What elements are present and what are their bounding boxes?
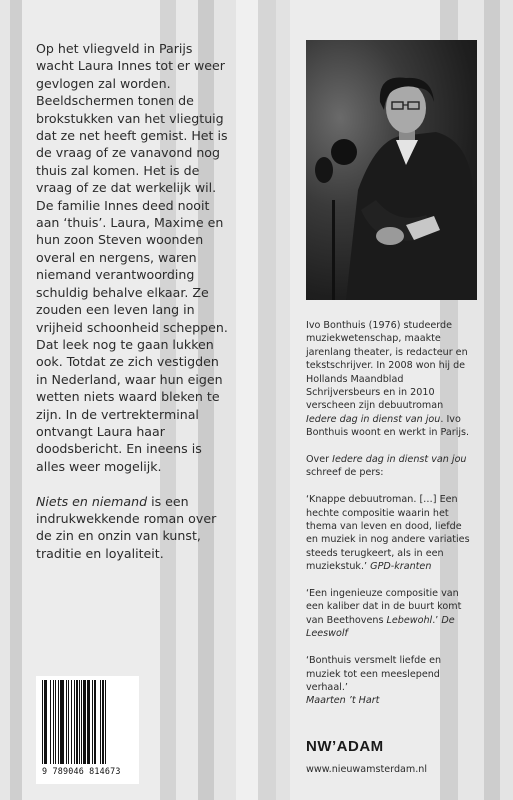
author-photo xyxy=(306,40,477,300)
review-quote: ‘Knappe debuutroman. […] Een hechte compositie waarin het thema van leven en dood, liefde en muziek in nog andere variaties steeds terugkeert, als in een muziekstuk.’ GPD-kranten xyxy=(306,494,470,573)
review-quote: ‘Bonthuis versmelt liefde en muziek tot een meeslepend verhaal.’ Maarten ’t Hart xyxy=(306,655,442,707)
publisher-logo: NW’ADAM xyxy=(306,738,384,755)
publisher-website[interactable]: www.nieuwamsterdam.nl xyxy=(306,764,428,775)
barcode-bar xyxy=(106,680,107,764)
review-quote: ‘Een ingenieuze compositie van een kaliber dat in de buurt komt van Beethovens Lebewohl.’ De Leeswolf xyxy=(306,588,462,640)
barcode-bars xyxy=(42,680,133,764)
isbn-barcode xyxy=(36,676,139,784)
author-bio: Ivo Bonthuis (1976) studeerde muziekwetenschap, maakte jarenlang theater, is redacteur en tekstschrijver. In 2008 won hij de Hollands Maandblad Schrijversbeurs en in 2010 verscheen zijn debuutroman Iedere dag in dienst van jou. Ivo Bonthuis woont en werkt in Parijs. xyxy=(306,320,470,439)
blurb-column xyxy=(36,40,232,580)
isbn-digits: 9 789046 814673 xyxy=(42,766,121,776)
blurb-paragraph: Op het vliegveld in Parijs wacht Laura Innes tot er weer gevlogen zal worden. Beeldschermen tonen de brokstukken van het vliegtuig dat ze net heeft gemist. Het is de vraag of ze vanavond nog thuis zal komen. Het is de vraag of ze dat werkelijk wil. De familie Innes deed nooit aan ‘thuis’. Laura, Maxime en hun zoon Steven woonden overal en nergens, waren niemand verantwoording schuldig behalve elkaar. Ze zouden een leven lang in vrijheid schoonheid scheppen. Dat leek nog te gaan lukken ook. Totdat ze zich vestigden in Nederland, waar hun eigen wetten niets waard bleken te zijn. In de vertrekterminal ontvangt Laura haar doodsbericht. En ineens is alles weer mogelijk. xyxy=(36,41,228,474)
blurb-closing: Niets en niemand is een indrukwekkende roman over de zin en onzin van kunst, traditie en loyaliteit. xyxy=(36,493,217,561)
book-title: Niets en niemand xyxy=(36,493,148,509)
reviews-intro: Over Iedere dag in dienst van jou schreef de pers: xyxy=(306,454,467,479)
author-column xyxy=(306,319,474,721)
